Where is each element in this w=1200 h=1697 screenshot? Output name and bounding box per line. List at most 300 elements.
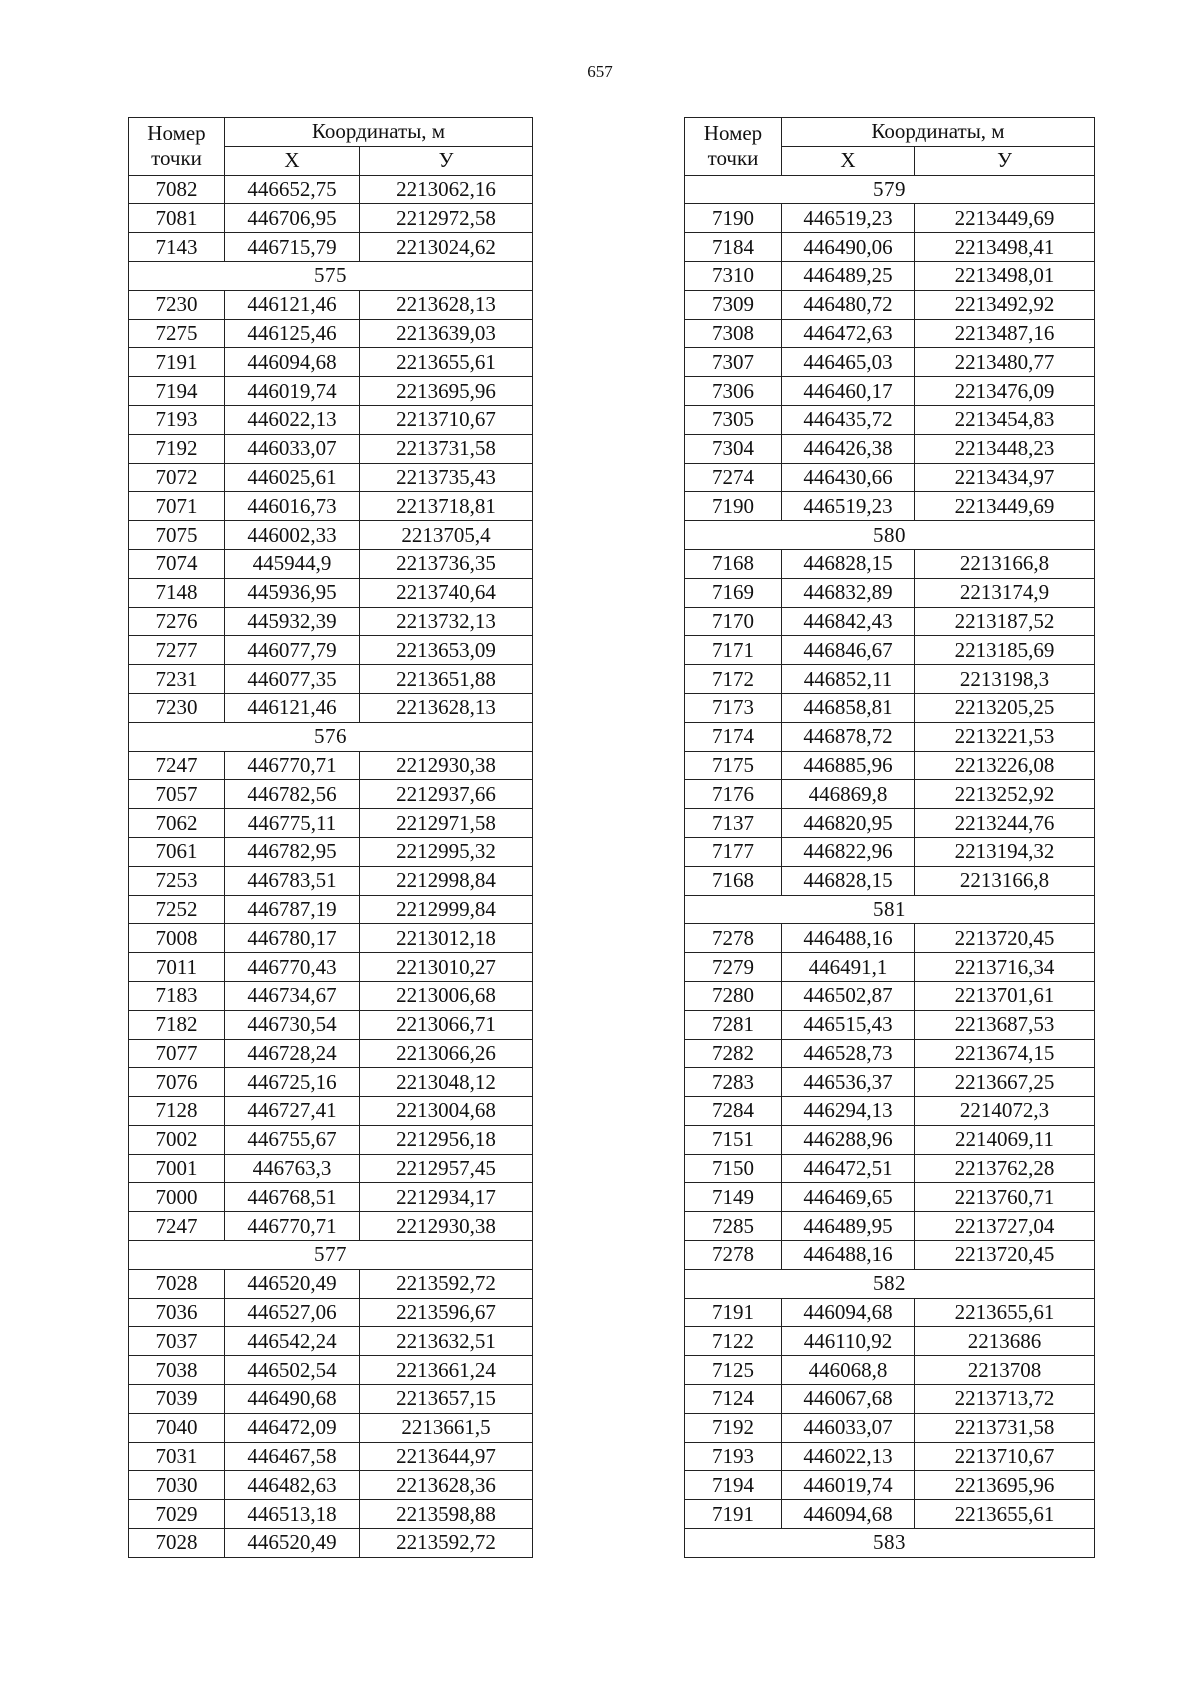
point-number-cell: 7036 [129,1298,225,1327]
point-number-cell: 7274 [685,463,782,492]
table-row [129,1269,533,1298]
point-number-cell: 7191 [685,1500,782,1529]
table-row [685,1154,1095,1183]
table-row [129,290,533,319]
y-coordinate-cell: 2213727,04 [915,1212,1095,1241]
table-row [129,434,533,463]
point-number-cell: 7278 [685,924,782,953]
x-coordinate-cell: 446465,03 [782,348,915,377]
x-coordinate-cell: 446472,63 [782,319,915,348]
x-coordinate-cell: 446858,81 [782,693,915,722]
table-row [129,492,533,521]
point-number-cell: 7072 [129,463,225,492]
point-number-header-top: Номер [147,121,206,146]
x-coordinate-cell: 446121,46 [225,290,360,319]
x-coordinate-cell: 446513,18 [225,1500,360,1529]
x-coordinate-cell: 446110,92 [782,1327,915,1356]
x-coordinate-cell: 446430,66 [782,463,915,492]
table-row [685,1212,1095,1241]
x-coordinate-cell: 446770,43 [225,953,360,982]
x-coordinate-cell: 446520,49 [225,1529,360,1558]
x-coordinate-cell: 446121,46 [225,693,360,722]
table-row [685,751,1095,780]
point-number-cell: 7150 [685,1154,782,1183]
table-row [129,953,533,982]
point-number-cell: 7037 [129,1327,225,1356]
table-row [685,607,1095,636]
y-coordinate-cell: 2213476,09 [915,377,1095,406]
section-row [685,521,1095,550]
y-coordinate-cell: 2212934,17 [360,1183,533,1212]
point-number-cell: 7061 [129,837,225,866]
table-row [685,492,1095,521]
point-number-cell: 7247 [129,1212,225,1241]
table-row [129,175,533,204]
point-number-cell: 7280 [685,981,782,1010]
y-coordinate-cell: 2213713,72 [915,1385,1095,1414]
x-coordinate-cell: 446730,54 [225,1010,360,1039]
table-row [685,1385,1095,1414]
x-coordinate-cell: 446727,41 [225,1097,360,1126]
table-row [685,1356,1095,1385]
y-coordinate-cell: 2213644,97 [360,1442,533,1471]
point-number-cell: 7028 [129,1269,225,1298]
table-row [129,1125,533,1154]
y-coordinate-cell: 2213708 [915,1356,1095,1385]
point-number-cell: 7000 [129,1183,225,1212]
x-coordinate-cell: 446542,24 [225,1327,360,1356]
section-row [685,1529,1095,1558]
y-coordinate-cell: 2213740,64 [360,578,533,607]
section-row [685,895,1095,924]
page-number: 657 [587,62,613,81]
y-coordinate-cell: 2213695,96 [360,377,533,406]
x-coordinate-cell: 446520,49 [225,1269,360,1298]
table-row [129,1097,533,1126]
table-row [685,1039,1095,1068]
x-coordinate-cell: 446435,72 [782,405,915,434]
table-row [685,780,1095,809]
section-number: 582 [685,1269,1095,1298]
y-coordinate-cell: 2213480,77 [915,348,1095,377]
x-coordinate-cell: 446869,8 [782,780,915,809]
y-coordinate-cell: 2212930,38 [360,1212,533,1241]
table-row [129,1154,533,1183]
x-coordinate-cell: 446489,95 [782,1212,915,1241]
table-row [685,233,1095,262]
x-coordinate-cell: 446828,15 [782,866,915,895]
y-coordinate-cell: 2213166,8 [915,866,1095,895]
x-coordinate-cell: 446491,1 [782,953,915,982]
y-coordinate-cell: 2212937,66 [360,780,533,809]
y-coordinate-cell: 2213710,67 [360,405,533,434]
point-number-cell: 7173 [685,693,782,722]
table-row [129,1327,533,1356]
point-number-cell: 7168 [685,866,782,895]
point-number-cell: 7168 [685,549,782,578]
x-coordinate-cell: 446527,06 [225,1298,360,1327]
point-number-cell: 7149 [685,1183,782,1212]
x-coordinate-cell: 446878,72 [782,722,915,751]
x-coordinate-cell: 445932,39 [225,607,360,636]
table-row [129,319,533,348]
point-number-cell: 7231 [129,665,225,694]
table-row [129,1010,533,1039]
y-coordinate-cell: 2213628,36 [360,1471,533,1500]
section-row [685,175,1095,204]
y-coordinate-cell: 2213226,08 [915,751,1095,780]
table-row [685,1442,1095,1471]
y-coordinate-cell: 2213695,96 [915,1471,1095,1500]
x-coordinate-cell: 446488,16 [782,1241,915,1270]
point-number-cell: 7277 [129,636,225,665]
x-coordinate-cell: 446033,07 [782,1413,915,1442]
point-number-cell: 7184 [685,233,782,262]
y-coordinate-cell: 2213718,81 [360,492,533,521]
table-row [685,377,1095,406]
point-number-cell: 7305 [685,405,782,434]
y-coordinate-cell: 2213655,61 [915,1298,1095,1327]
y-coordinate-cell: 2213653,09 [360,636,533,665]
point-number-cell: 7191 [129,348,225,377]
table-row [129,1442,533,1471]
table-row [129,521,533,550]
x-coordinate-cell: 446490,68 [225,1385,360,1414]
point-number-cell: 7122 [685,1327,782,1356]
point-number-cell: 7038 [129,1356,225,1385]
x-coordinate-cell: 446652,75 [225,175,360,204]
x-coordinate-cell: 446022,13 [782,1442,915,1471]
table-row [685,319,1095,348]
point-number-cell: 7062 [129,809,225,838]
point-number-cell: 7124 [685,1385,782,1414]
table-row [129,1385,533,1414]
table-row [129,1500,533,1529]
x-coordinate-cell: 446755,67 [225,1125,360,1154]
section-number: 576 [129,722,533,751]
x-coordinate-cell: 446488,16 [782,924,915,953]
x-coordinate-cell: 446770,71 [225,1212,360,1241]
y-coordinate-cell: 2213194,32 [915,837,1095,866]
y-coordinate-cell: 2213661,24 [360,1356,533,1385]
table-row [129,1529,533,1558]
table-row [129,377,533,406]
x-coordinate-cell: 446094,68 [225,348,360,377]
table-row [685,1327,1095,1356]
table-row [129,1212,533,1241]
point-number-cell: 7191 [685,1298,782,1327]
table-row [129,693,533,722]
y-coordinate-cell: 2213174,9 [915,578,1095,607]
table-row [129,837,533,866]
y-coordinate-cell: 2213448,23 [915,434,1095,463]
point-number-cell: 7278 [685,1241,782,1270]
point-number-header-bottom: точки [707,146,759,171]
x-coordinate-cell: 446019,74 [225,377,360,406]
y-coordinate-cell: 2213731,58 [915,1413,1095,1442]
point-number-cell: 7008 [129,924,225,953]
x-coordinate-cell: 446502,87 [782,981,915,1010]
x-coordinate-cell: 446469,65 [782,1183,915,1212]
x-coordinate-cell: 446482,63 [225,1471,360,1500]
point-number-cell: 7190 [685,204,782,233]
point-number-cell: 7194 [129,377,225,406]
x-coordinate-cell: 446022,13 [225,405,360,434]
y-coordinate-cell: 2212998,84 [360,866,533,895]
point-number-cell: 7137 [685,809,782,838]
x-coordinate-cell: 446846,67 [782,636,915,665]
x-coordinate-cell: 446763,3 [225,1154,360,1183]
table-row [685,1068,1095,1097]
table-row [129,204,533,233]
x-coordinate-cell: 445936,95 [225,578,360,607]
x-coordinate-cell: 446768,51 [225,1183,360,1212]
y-coordinate-cell: 2213006,68 [360,981,533,1010]
section-number: 581 [685,895,1095,924]
table-row [129,549,533,578]
y-coordinate-cell: 2213048,12 [360,1068,533,1097]
table-row [685,924,1095,953]
coordinates-table-left [128,117,533,1558]
y-coordinate-cell: 2213185,69 [915,636,1095,665]
table-row [129,981,533,1010]
point-number-cell: 7276 [129,607,225,636]
table-row [685,1241,1095,1270]
point-number-cell: 7031 [129,1442,225,1471]
point-number-cell: 7128 [129,1097,225,1126]
y-coordinate-cell: 2213024,62 [360,233,533,262]
y-coordinate-cell: 2213187,52 [915,607,1095,636]
y-coordinate-cell: 2213651,88 [360,665,533,694]
point-number-cell: 7308 [685,319,782,348]
x-coordinate-cell: 445944,9 [225,549,360,578]
table-row [685,1500,1095,1529]
section-number: 577 [129,1241,533,1270]
table-row [129,405,533,434]
x-coordinate-cell: 446294,13 [782,1097,915,1126]
y-coordinate-cell: 2213760,71 [915,1183,1095,1212]
table-row [685,578,1095,607]
point-number-cell: 7192 [129,434,225,463]
point-number-cell: 7309 [685,290,782,319]
point-number-cell: 7172 [685,665,782,694]
point-number-cell: 7170 [685,607,782,636]
x-coordinate-cell: 446094,68 [782,1298,915,1327]
y-coordinate-cell: 2213639,03 [360,319,533,348]
x-coordinate-cell: 446025,61 [225,463,360,492]
point-number-header [685,118,782,176]
y-coordinate-cell: 2213657,15 [360,1385,533,1414]
x-coordinate-cell: 446782,95 [225,837,360,866]
point-number-cell: 7182 [129,1010,225,1039]
point-number-cell: 7082 [129,175,225,204]
point-number-cell: 7125 [685,1356,782,1385]
point-number-cell: 7011 [129,953,225,982]
table-row [685,261,1095,290]
y-coordinate-cell: 2213592,72 [360,1269,533,1298]
point-number-cell: 7177 [685,837,782,866]
x-coordinate-cell: 446852,11 [782,665,915,694]
y-coordinate-cell: 2213498,41 [915,233,1095,262]
x-coordinate-cell: 446067,68 [782,1385,915,1414]
x-coordinate-cell: 446782,56 [225,780,360,809]
point-number-cell: 7040 [129,1413,225,1442]
point-number-header-top: Номер [703,121,763,146]
x-coordinate-cell: 446515,43 [782,1010,915,1039]
point-number-cell: 7282 [685,1039,782,1068]
point-number-cell: 7029 [129,1500,225,1529]
table-row [685,1125,1095,1154]
point-number-cell: 7002 [129,1125,225,1154]
table-row [685,1183,1095,1212]
table-row [129,924,533,953]
y-coordinate-cell: 2213667,25 [915,1068,1095,1097]
table-row [129,636,533,665]
y-coordinate-cell: 2213705,4 [360,521,533,550]
x-coordinate-cell: 446125,46 [225,319,360,348]
table-row [129,1356,533,1385]
point-number-cell: 7077 [129,1039,225,1068]
table-row [685,348,1095,377]
point-number-cell: 7030 [129,1471,225,1500]
x-coordinate-cell: 446775,11 [225,809,360,838]
point-number-cell: 7247 [129,751,225,780]
y-column-header: У [915,146,1095,175]
point-number-cell: 7283 [685,1068,782,1097]
table-row [129,1298,533,1327]
y-coordinate-cell: 2213686 [915,1327,1095,1356]
table-row [685,1413,1095,1442]
table-row [685,981,1095,1010]
x-coordinate-cell: 446426,38 [782,434,915,463]
y-coordinate-cell: 2213720,45 [915,1241,1095,1270]
y-coordinate-cell: 2213244,76 [915,809,1095,838]
table-row [685,809,1095,838]
x-coordinate-cell: 446094,68 [782,1500,915,1529]
y-coordinate-cell: 2213004,68 [360,1097,533,1126]
table-row [129,895,533,924]
y-coordinate-cell: 2213062,16 [360,175,533,204]
table-body [129,175,533,1557]
x-coordinate-cell: 446536,37 [782,1068,915,1097]
y-coordinate-cell: 2213674,15 [915,1039,1095,1068]
y-coordinate-cell: 2214072,3 [915,1097,1095,1126]
table-row [129,463,533,492]
point-number-cell: 7193 [685,1442,782,1471]
point-number-cell: 7169 [685,578,782,607]
table-row [129,607,533,636]
y-coordinate-cell: 2213010,27 [360,953,533,982]
point-number-cell: 7230 [129,693,225,722]
table-row [685,1298,1095,1327]
point-number-cell: 7306 [685,377,782,406]
x-coordinate-cell: 446734,67 [225,981,360,1010]
point-number-cell: 7252 [129,895,225,924]
y-coordinate-cell: 2213454,83 [915,405,1095,434]
y-coordinate-cell: 2212972,58 [360,204,533,233]
point-number-cell: 7310 [685,261,782,290]
x-coordinate-cell: 446528,73 [782,1039,915,1068]
x-coordinate-cell: 446489,25 [782,261,915,290]
table-row [685,837,1095,866]
section-row [129,722,533,751]
x-coordinate-cell: 446519,23 [782,204,915,233]
x-coordinate-cell: 446467,58 [225,1442,360,1471]
table-row [129,1471,533,1500]
table-body [685,175,1095,1557]
point-number-cell: 7028 [129,1529,225,1558]
point-number-cell: 7001 [129,1154,225,1183]
table-row [129,1183,533,1212]
table-row [685,434,1095,463]
point-number-cell: 7275 [129,319,225,348]
y-coordinate-cell: 2213449,69 [915,492,1095,521]
point-number-header-bottom: точки [151,146,202,171]
x-coordinate-cell: 446842,43 [782,607,915,636]
section-number: 583 [685,1529,1095,1558]
y-coordinate-cell: 2213434,97 [915,463,1095,492]
table-row [685,204,1095,233]
table-row [129,866,533,895]
x-coordinate-cell: 446480,72 [782,290,915,319]
x-coordinate-cell: 446077,79 [225,636,360,665]
x-coordinate-cell: 446787,19 [225,895,360,924]
table-row [685,1010,1095,1039]
point-number-cell: 7190 [685,492,782,521]
y-coordinate-cell: 2212995,32 [360,837,533,866]
point-number-cell: 7148 [129,578,225,607]
x-coordinate-cell: 446828,15 [782,549,915,578]
table-row [685,722,1095,751]
x-coordinate-cell: 446783,51 [225,866,360,895]
x-coordinate-cell: 446780,17 [225,924,360,953]
section-row [129,261,533,290]
table-row [685,665,1095,694]
y-coordinate-cell: 2212999,84 [360,895,533,924]
point-number-cell: 7193 [129,405,225,434]
table-row [685,290,1095,319]
table-row [685,636,1095,665]
y-coordinate-cell: 2213732,13 [360,607,533,636]
y-coordinate-cell: 2213655,61 [915,1500,1095,1529]
point-number-cell: 7057 [129,780,225,809]
point-number-cell: 7230 [129,290,225,319]
table-row [685,693,1095,722]
point-number-cell: 7183 [129,981,225,1010]
x-column-header: X [782,146,915,175]
y-coordinate-cell: 2213661,5 [360,1413,533,1442]
table-row [129,348,533,377]
x-coordinate-cell: 446770,71 [225,751,360,780]
table-row [129,751,533,780]
table-row [685,405,1095,434]
point-number-cell: 7192 [685,1413,782,1442]
y-coordinate-cell: 2213735,43 [360,463,533,492]
x-coordinate-cell: 446519,23 [782,492,915,521]
y-coordinate-cell: 2213066,26 [360,1039,533,1068]
y-coordinate-cell: 2213066,71 [360,1010,533,1039]
x-coordinate-cell: 446725,16 [225,1068,360,1097]
point-number-cell: 7279 [685,953,782,982]
y-coordinate-cell: 2212971,58 [360,809,533,838]
point-number-cell: 7194 [685,1471,782,1500]
table-row [685,1471,1095,1500]
y-column-header: У [360,146,533,175]
y-coordinate-cell: 2213198,3 [915,665,1095,694]
x-coordinate-cell: 446068,8 [782,1356,915,1385]
table-row [129,780,533,809]
section-number: 575 [129,261,533,290]
